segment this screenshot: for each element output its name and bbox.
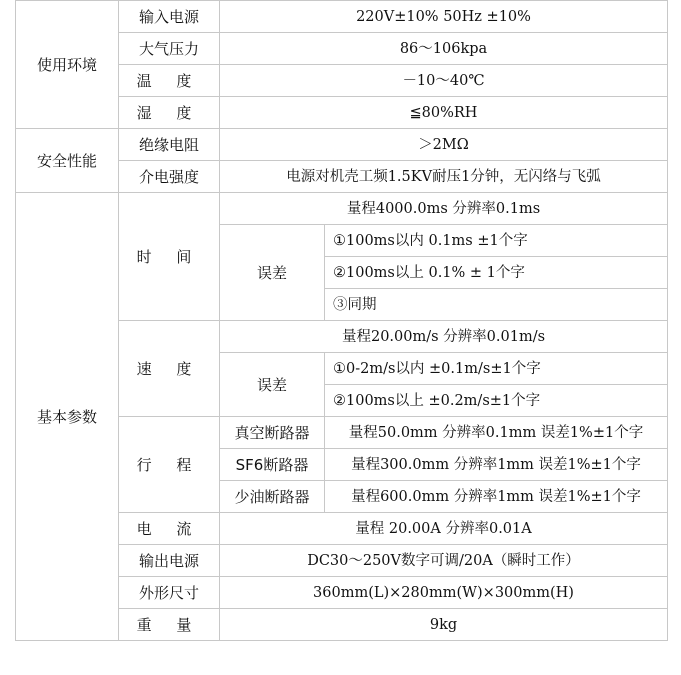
table-row <box>16 1 668 33</box>
output-power-label: 输出电源 <box>119 545 220 577</box>
speed-error-1: ①0-2m/s以内 ±0.1m/s±1个字 <box>325 353 668 385</box>
dielectric-value: 电源对机壳工频1.5KV耐压1分钟，无闪络与飞弧 <box>220 161 668 193</box>
stroke-item-value: 量程600.0mm 分辨率1mm 误差1%±1个字 <box>325 481 668 513</box>
input-power-value: 220V±10% 50Hz ±10% <box>220 1 668 33</box>
speed-error-2: ②100ms以上 ±0.2m/s±1个字 <box>325 385 668 417</box>
temperature-value: －10～40℃ <box>220 65 668 97</box>
input-power-label: 输入电源 <box>119 1 220 33</box>
temperature-label: 温 度 <box>119 65 220 97</box>
spec-table <box>15 0 668 641</box>
output-power-value: DC30～250V数字可调/20A（瞬时工作） <box>220 545 668 577</box>
time-error-label: 误差 <box>220 225 325 321</box>
time-error-1: ①100ms以内 0.1ms ±1个字 <box>325 225 668 257</box>
humidity-label: 湿 度 <box>119 97 220 129</box>
group-basic-label: 基本参数 <box>16 193 119 641</box>
stroke-item-value: 量程50.0mm 分辨率0.1mm 误差1%±1个字 <box>325 417 668 449</box>
speed-range-value: 量程20.00m/s 分辨率0.01m/s <box>220 321 668 353</box>
speed-label: 速 度 <box>119 321 220 417</box>
table-row <box>16 193 668 225</box>
table-row <box>16 129 668 161</box>
current-value: 量程 20.00A 分辨率0.01A <box>220 513 668 545</box>
insulation-label: 绝缘电阻 <box>119 129 220 161</box>
stroke-item-name: 少油断路器 <box>220 481 325 513</box>
stroke-item-name: 真空断路器 <box>220 417 325 449</box>
dielectric-label: 介电强度 <box>119 161 220 193</box>
time-range-value: 量程4000.0ms 分辨率0.1ms <box>220 193 668 225</box>
stroke-item-name: SF6断路器 <box>220 449 325 481</box>
stroke-label: 行 程 <box>119 417 220 513</box>
time-error-2: ②100ms以上 0.1% ± 1个字 <box>325 257 668 289</box>
stroke-item-value: 量程300.0mm 分辨率1mm 误差1%±1个字 <box>325 449 668 481</box>
weight-label: 重 量 <box>119 609 220 641</box>
dimensions-value: 360mm(L)×280mm(W)×300mm(H) <box>220 577 668 609</box>
current-label: 电 流 <box>119 513 220 545</box>
weight-value: 9kg <box>220 609 668 641</box>
pressure-value: 86～106kpa <box>220 33 668 65</box>
dimensions-label: 外形尺寸 <box>119 577 220 609</box>
humidity-value: ≦80%RH <box>220 97 668 129</box>
group-env-label: 使用环境 <box>16 1 119 129</box>
insulation-value: ＞2MΩ <box>220 129 668 161</box>
time-label: 时 间 <box>119 193 220 321</box>
pressure-label: 大气压力 <box>119 33 220 65</box>
speed-error-label: 误差 <box>220 353 325 417</box>
group-safety-label: 安全性能 <box>16 129 119 193</box>
time-error-3: ③同期 <box>325 289 668 321</box>
